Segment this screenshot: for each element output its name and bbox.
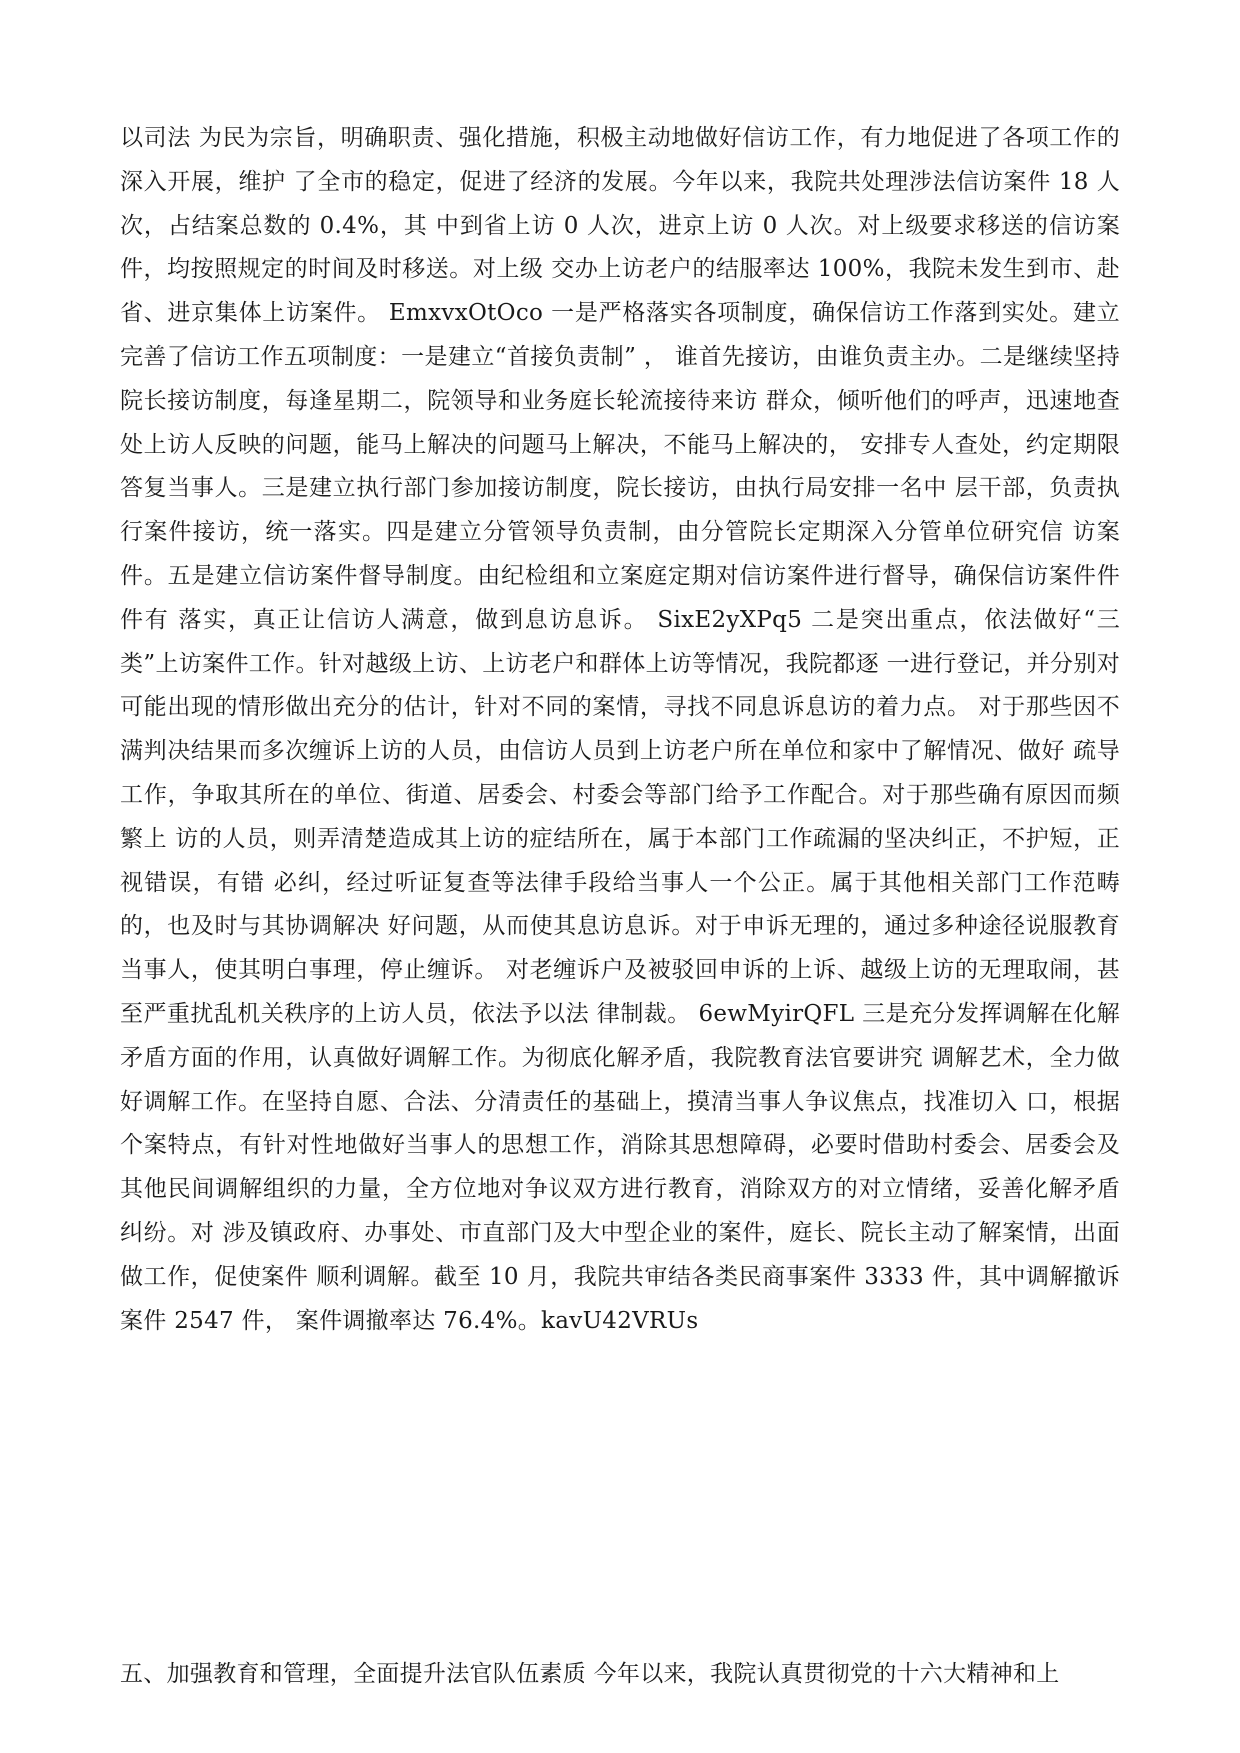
body-paragraph: 以司法 为民为宗旨，明确职责、强化措施，积极主动地做好信访工作，有力地促进了各项工作的深入开展，维护 了全市的稳定，促进了经济的发展。今年以来，我院共处理涉法信访案件 18 人次，占结案总数的 0.4%，其 中到省上访 0 人次，进京上访 0 人次。对上级要求移送的信访案件，均按照规定的时间及时移送。对上级 交办上访老户的结服率达 100%，我院未发生到市、赴省、进京集体上访案件。 EmxvxOtOco 一是严格落实各项制度，确保信访工作落到实处。建立完善了信访工作五项制度：一是建立“首接负责制” ， 谁首先接访，由谁负责主办。二是继续坚持院长接访制度，每逢星期二，院领导和业务庭长轮流接待来访 群众，倾听他们的呼声，迅速地查处上访人反映的问题，能马上解决的问题马上解决，不能马上解决的， 安排专人查处，约定期限答复当事人。三是建立执行部门参加接访制度，院长接访，由执行局安排一名中 层干部，负责执行案件接访，统一落实。四是建立分管领导负责制，由分管院长定期深入分管单位研究信 访案件。五是建立信访案件督导制度。由纪检组和立案庭定期对信访案件进行督导，确保信访案件件件有 落实，真正让信访人满意，做到息访息诉。 SixE2yXPq5 二是突出重点，依法做好“三类”上访案件工作。针对越级上访、上访老户和群体上访等情况，我院都逐 一进行登记，并分别对可能出现的情形做出充分的估计，针对不同的案情，寻找不同息诉息访的着力点。 对于那些因不满判决结果而多次缠诉上访的人员，由信访人员到上访老户所在单位和家中了解情况、做好 疏导工作，争取其所在的单位、街道、居委会、村委会等部门给予工作配合。对于那些确有原因而频繁上 访的人员，则弄清楚造成其上访的症结所在，属于本部门工作疏漏的坚决纠正，不护短，正视错误，有错 必纠，经过听证复查等法律手段给当事人一个公正。属于其他相关部门工作范畴的，也及时与其协调解决 好问题，从而使其息访息诉。对于申诉无理的，通过多种途径说服教育当事人，使其明白事理，停止缠诉。 对老缠诉户及被驳回申诉的上诉、越级上访的无理取闹，甚至严重扰乱机关秩序的上访人员，依法予以法 律制裁。 6ewMyirQFL 三是充分发挥调解在化解矛盾方面的作用，认真做好调解工作。为彻底化解矛盾，我院教育法官要讲究 调解艺术，全力做好调解工作。在坚持自愿、合法、分清责任的基础上，摸清当事人争议焦点，找准切入 口，根据个案特点，有针对性地做好当事人的思想工作，消除其思想障碍，必要时借助村委会、居委会及 其他民间调解组织的力量，全方位地对争议双方进行教育，消除双方的对立情绪，妥善化解矛盾纠纷。对 涉及镇政府、办事处、市直部门及大中型企业的案件，庭长、院长主动了解案情，出面做工作，促使案件 顺利调解。截至 10 月，我院共审结各类民商事案件 3333 件，其中调解撤诉案件 2547 件， 案件调撤率达 76.4%。kavU42VRUs	[120, 125, 1120, 1334]
section-heading: 五、加强教育和管理，全面提升法官队伍素质 今年以来，我院认真贯彻党的十六大精神和上	[120, 1661, 1060, 1687]
